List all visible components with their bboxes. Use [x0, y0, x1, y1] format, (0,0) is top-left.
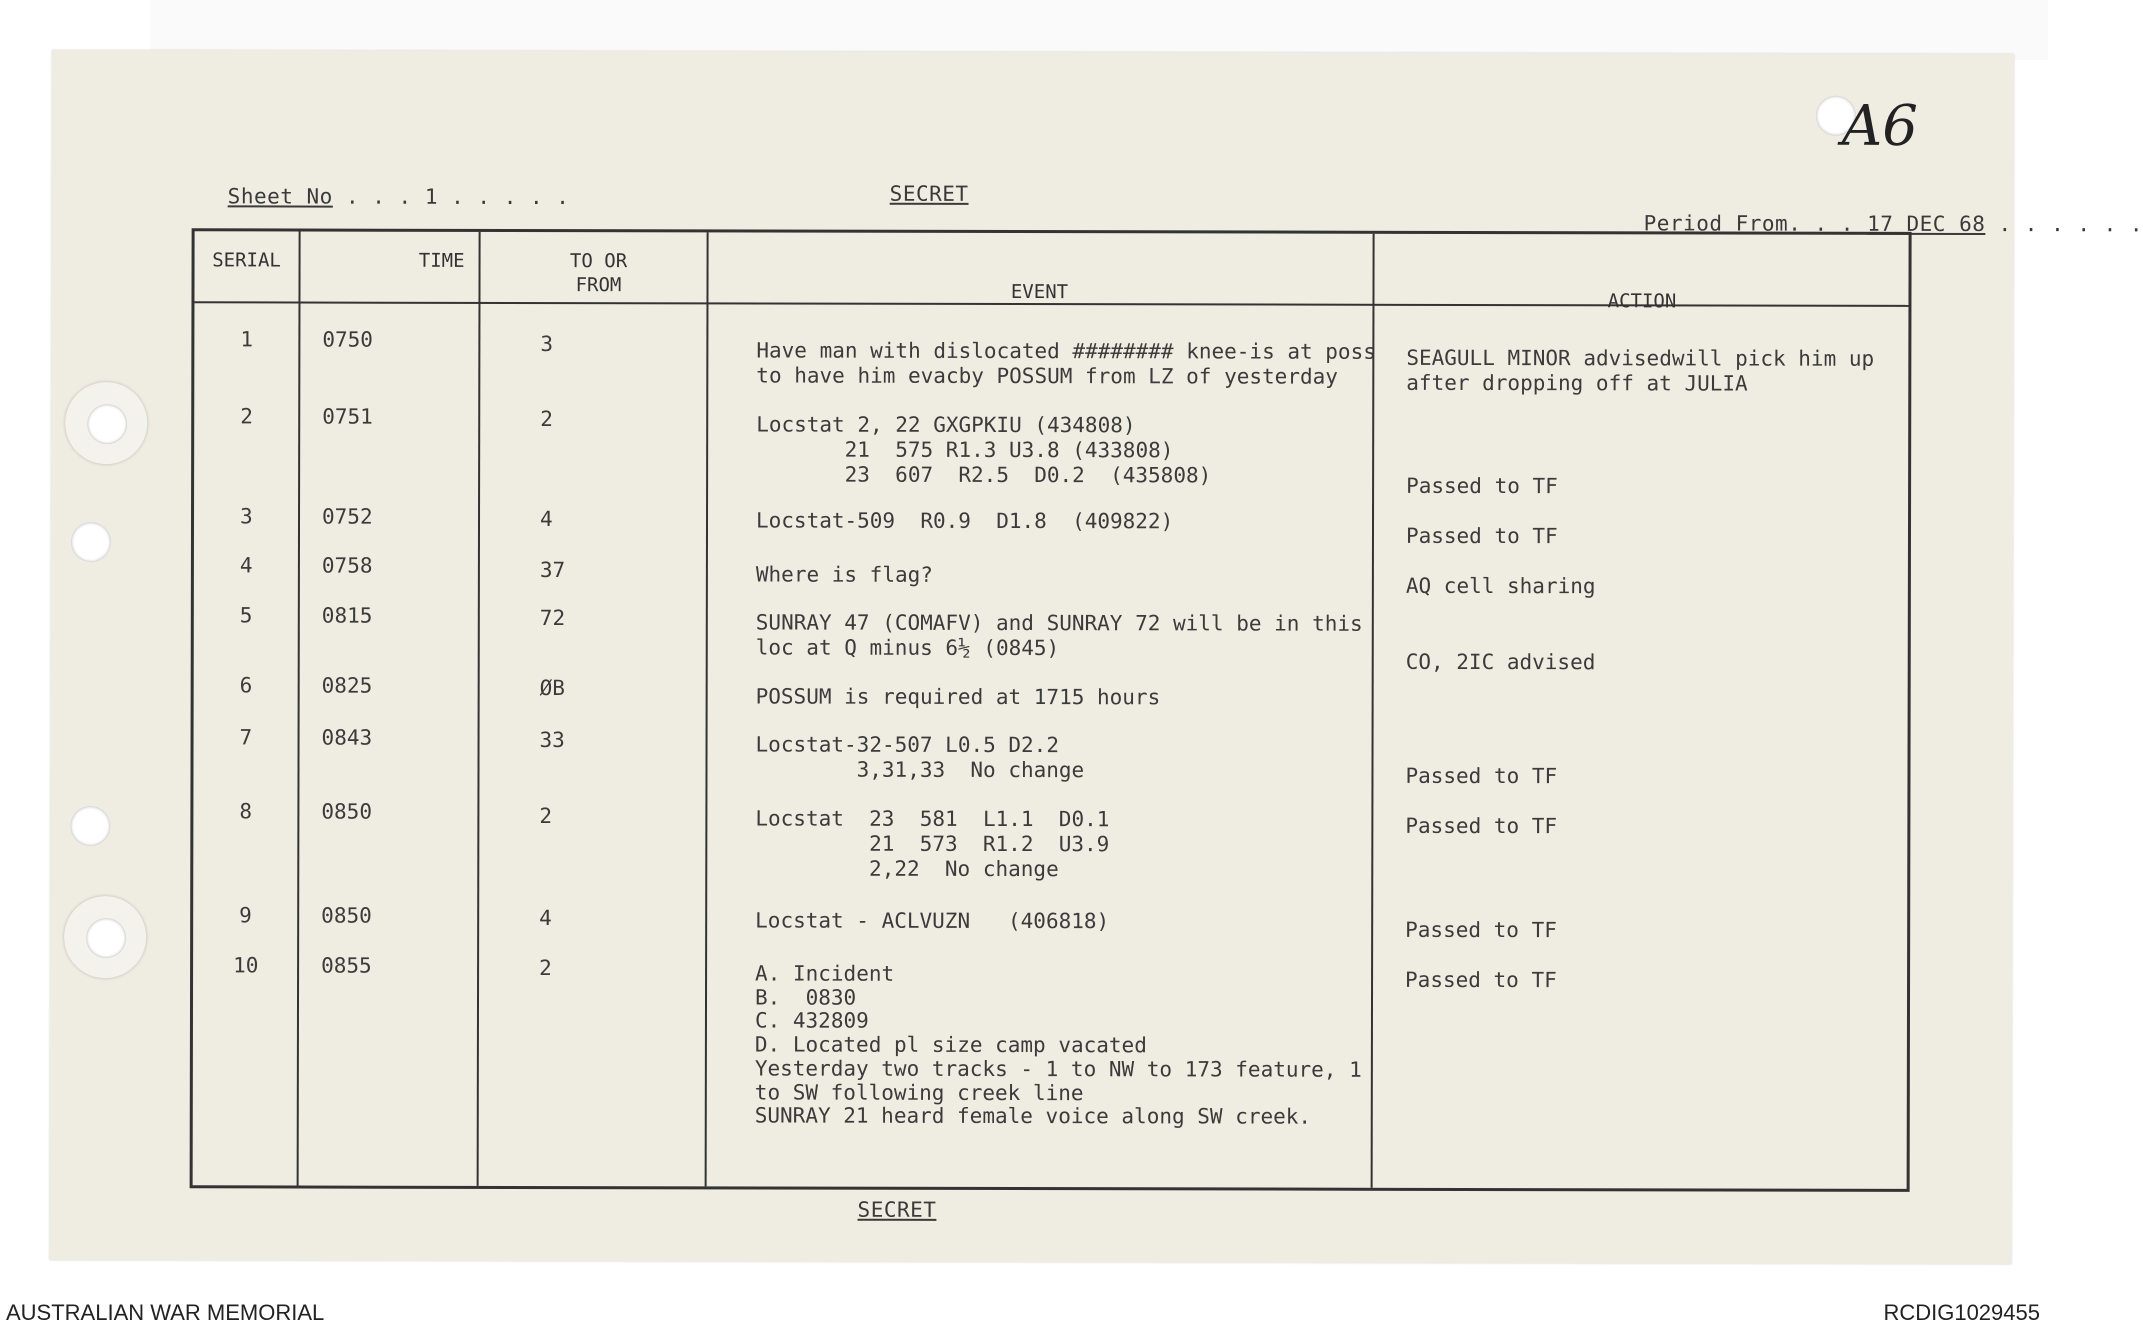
row-to-from: ØB: [539, 676, 565, 701]
row-serial: 2: [240, 404, 253, 429]
row-to-from: 4: [539, 906, 552, 931]
punch-hole: [70, 806, 110, 846]
row-action: CO, 2IC advised: [1405, 649, 1596, 675]
row-action: Passed to TF: [1405, 813, 1558, 839]
log-sheet: [49, 50, 2143, 1264]
archive-reference: RCDIG1029455: [1883, 1300, 2040, 1325]
row-time: 0825: [321, 673, 373, 698]
row-event: Locstat 2, 22 GXGPKIU (434808) 21 575 R1.3 U3.8 (433808) 23 607 R2.5 D0.2 (435808): [756, 412, 1212, 488]
row-event: Locstat-509 R0.9 D1.8 (409822): [755, 508, 1174, 534]
row-serial: 10: [233, 953, 259, 978]
punch-hole: [87, 404, 127, 444]
row-event: POSSUM is required at 1715 hours: [755, 684, 1161, 710]
header-time: TIME: [418, 249, 465, 272]
archive-institution: AUSTRALIAN WAR MEMORIAL: [6, 1300, 325, 1325]
row-to-from: 2: [540, 407, 553, 432]
sheet-label: Sheet No: [227, 184, 333, 209]
row-action: SEAGULL MINOR advisedwill pick him up after dropping off at JULIA: [1406, 345, 1875, 396]
row-time: 0855: [321, 953, 372, 978]
row-time: 0843: [321, 725, 373, 750]
row-serial: 8: [239, 799, 253, 824]
period-value: 17 DEC 68: [1867, 211, 1986, 237]
row-event: SUNRAY 47 (COMAFV) and SUNRAY 72 will be in this loc at Q minus 6½ (0845): [755, 610, 1363, 661]
classification-bottom: SECRET: [857, 1197, 937, 1222]
row-event: Locstat 23 581 L1.1 D0.1 21 573 R1.2 U3.9 2,22 No change: [755, 806, 1110, 882]
header-event: EVENT: [1010, 281, 1069, 304]
row-to-from: 37: [539, 558, 566, 583]
row-to-from: 3: [540, 332, 554, 357]
row-action: AQ cell sharing: [1405, 573, 1596, 599]
row-time: 0758: [321, 553, 373, 578]
row-serial: 4: [239, 553, 253, 578]
row-time: 0815: [321, 603, 373, 628]
row-event: Where is flag?: [755, 562, 933, 587]
row-to-from: 2: [539, 956, 552, 981]
classification-top: SECRET: [889, 181, 969, 206]
row-time: 0750: [322, 327, 373, 352]
period-from: Period From. . . 17 DEC 68 . . . . . .: [1643, 211, 2143, 237]
row-event: Have man with dislocated ######## knee-is at poss to have him evacby POSSUM from LZ of yesterday: [756, 338, 1376, 389]
row-to-from: 33: [539, 728, 565, 753]
header-serial: SERIAL: [212, 249, 281, 272]
row-serial: 5: [239, 603, 253, 628]
header-to-or-from: TO OR FROM: [569, 250, 628, 296]
row-serial: 1: [240, 327, 254, 352]
column-divider: [477, 232, 481, 1186]
row-time: 0850: [321, 903, 372, 928]
punch-hole: [86, 918, 126, 958]
row-to-from: 4: [539, 507, 553, 532]
sheet-number: Sheet No . . . 1 . . . . .: [227, 184, 570, 210]
row-action: Passed to TF: [1405, 967, 1557, 993]
row-action: Passed to TF: [1405, 917, 1557, 943]
row-time: 0850: [321, 799, 373, 824]
column-divider: [297, 232, 301, 1186]
row-action: Passed to TF: [1405, 763, 1558, 789]
punch-hole: [71, 522, 111, 562]
handwritten-page-mark: A6: [1841, 93, 1918, 159]
row-time: 0751: [322, 404, 373, 429]
row-to-from: 72: [539, 606, 566, 631]
row-serial: 9: [239, 903, 252, 928]
row-action: Passed to TF: [1406, 473, 1558, 499]
column-divider: [705, 232, 709, 1186]
row-time: 0752: [321, 504, 373, 529]
row-serial: 3: [239, 504, 253, 529]
row-serial: 7: [239, 725, 253, 750]
row-event: Locstat - ACLVUZN (406818): [755, 908, 1110, 934]
row-serial: 6: [239, 673, 253, 698]
sheet-value: 1: [424, 184, 439, 209]
row-event: Locstat-32-507 L0.5 D2.2 3,31,33 No change: [755, 732, 1085, 783]
period-label: Period From: [1643, 211, 1789, 236]
row-event: A. Incident B. 0830 C. 432809 D. Located pl size camp vacated Yesterday two tracks - 1 to NW to 173 feature, 1 to SW following creek line SUNRAY 21 heard female voice along SW creek.: [754, 961, 1362, 1129]
header-action: ACTION: [1607, 290, 1677, 313]
row-action: Passed to TF: [1405, 523, 1558, 549]
log-table: [190, 228, 1912, 1192]
row-to-from: 2: [539, 804, 553, 829]
